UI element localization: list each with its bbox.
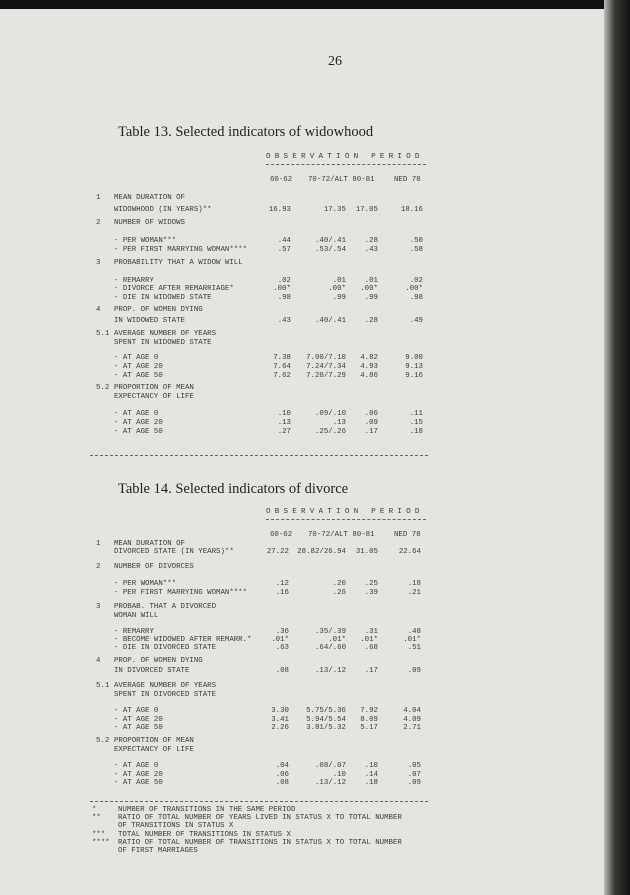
row-label: - DIE IN WIDOWED STATE bbox=[114, 294, 212, 302]
column-header: NED 78 bbox=[394, 531, 421, 539]
cell-value: .08 bbox=[275, 667, 289, 675]
column-header: 70-72/ALT 80-81 bbox=[308, 176, 375, 184]
cell-value: 17.05 bbox=[355, 206, 378, 214]
cell-value: .43 bbox=[277, 317, 291, 325]
cell-value: .43 bbox=[364, 246, 378, 254]
cell-value: .25/.26 bbox=[314, 428, 346, 436]
cell-value: .00* bbox=[360, 285, 378, 293]
row-label: - REMARRY bbox=[114, 277, 154, 285]
cell-value: 9.00 bbox=[405, 354, 423, 362]
cell-value: .00* bbox=[405, 285, 423, 293]
cell-value: .63 bbox=[275, 644, 289, 652]
cell-value: 7.62 bbox=[273, 372, 291, 380]
cell-value: .08/.07 bbox=[314, 762, 346, 770]
row-label: - AT AGE 0 bbox=[114, 354, 159, 362]
footnote-mark: **** bbox=[92, 839, 110, 847]
cell-value: 4.82 bbox=[360, 354, 378, 362]
cell-value: .99 bbox=[332, 294, 346, 302]
cell-value: .27 bbox=[277, 428, 291, 436]
cell-value: 5.94/5.54 bbox=[306, 716, 346, 724]
cell-value: .09 bbox=[407, 667, 421, 675]
cell-value: 7.00/7.10 bbox=[306, 354, 346, 362]
cell-value: 3.41 bbox=[271, 716, 289, 724]
cell-value: 5.75/5.36 bbox=[306, 707, 346, 715]
row-label: NUMBER OF DIVORCES bbox=[114, 563, 194, 571]
cell-value: .17 bbox=[364, 667, 378, 675]
cell-value: 7.64 bbox=[273, 363, 291, 371]
row-label: SPENT IN WIDOWED STATE bbox=[114, 339, 212, 347]
cell-value: .02 bbox=[277, 277, 291, 285]
row-label: - REMARRY bbox=[114, 628, 154, 636]
row-label: - AT AGE 0 bbox=[114, 410, 159, 418]
row-label: PROBAB. THAT A DIVORCED bbox=[114, 603, 217, 611]
cell-value: 16.93 bbox=[268, 206, 291, 214]
cell-value: 7.24/7.34 bbox=[306, 363, 346, 371]
cell-value: 17.35 bbox=[323, 206, 346, 214]
cell-value: 7.92 bbox=[360, 707, 378, 715]
cell-value: 22.64 bbox=[398, 548, 421, 556]
row-label: MEAN DURATION OF bbox=[114, 540, 185, 548]
row-number: 5.2 bbox=[96, 384, 110, 392]
cell-value: .64/.60 bbox=[314, 644, 346, 652]
row-label: - PER FIRST MARRYING WOMAN**** bbox=[114, 246, 248, 254]
cell-value: .13 bbox=[332, 419, 346, 427]
row-label: - AT AGE 20 bbox=[114, 419, 163, 427]
observation-period-header: OBSERVATION PERIOD bbox=[266, 153, 424, 161]
cell-value: .15 bbox=[409, 419, 423, 427]
cell-value: .58 bbox=[409, 246, 423, 254]
cell-value: .00* bbox=[328, 285, 346, 293]
row-label: - AT AGE 50 bbox=[114, 428, 163, 436]
cell-value: 7.38 bbox=[273, 354, 291, 362]
cell-value: 27.22 bbox=[266, 548, 289, 556]
cell-value: .25 bbox=[364, 580, 378, 588]
row-label: AVERAGE NUMBER OF YEARS bbox=[114, 682, 217, 690]
cell-value: .04 bbox=[275, 762, 289, 770]
row-label: PROP. OF WOMEN DYING bbox=[114, 657, 203, 665]
cell-value: .06 bbox=[275, 771, 289, 779]
row-label: - AT AGE 20 bbox=[114, 716, 163, 724]
cell-value: 7.20/7.29 bbox=[306, 372, 346, 380]
cell-value: .12 bbox=[275, 580, 289, 588]
row-label: - AT AGE 0 bbox=[114, 707, 159, 715]
cell-value: .01 bbox=[332, 277, 346, 285]
cell-value: .02 bbox=[409, 277, 423, 285]
cell-value: .10 bbox=[332, 771, 346, 779]
cell-value: .17 bbox=[364, 428, 378, 436]
row-label: PROP. OF WOMEN DYING bbox=[114, 306, 203, 314]
cell-value: .18 bbox=[364, 779, 378, 787]
cell-value: .53/.54 bbox=[314, 246, 346, 254]
cell-value: .49 bbox=[409, 317, 423, 325]
cell-value: .26 bbox=[332, 589, 346, 597]
cell-value: .99 bbox=[364, 294, 378, 302]
cell-value: .07 bbox=[407, 771, 421, 779]
cell-value: .39 bbox=[364, 589, 378, 597]
row-number: 1 bbox=[96, 540, 101, 548]
cell-value: .35/.39 bbox=[314, 628, 346, 636]
cell-value: .11 bbox=[409, 410, 423, 418]
cell-value: .09/.10 bbox=[314, 410, 346, 418]
cell-value: .06 bbox=[364, 410, 378, 418]
row-number: 3 bbox=[96, 603, 101, 611]
column-header: 70-72/ALT 80-81 bbox=[308, 531, 375, 539]
row-number: 3 bbox=[96, 259, 101, 267]
cell-value: .13 bbox=[277, 419, 291, 427]
cell-value: .01* bbox=[271, 636, 289, 644]
cell-value: .20 bbox=[332, 580, 346, 588]
row-label: - AT AGE 20 bbox=[114, 363, 163, 371]
cell-value: 9.13 bbox=[405, 363, 423, 371]
row-label: - DIVORCE AFTER REMARRIAGE* bbox=[114, 285, 234, 293]
row-label: PROBABILITY THAT A WIDOW WILL bbox=[114, 259, 243, 267]
cell-value: .28 bbox=[364, 237, 378, 245]
cell-value: 2.71 bbox=[403, 724, 421, 732]
cell-value: 8.09 bbox=[360, 716, 378, 724]
row-label: - AT AGE 0 bbox=[114, 762, 159, 770]
cell-value: .10 bbox=[364, 762, 378, 770]
cell-value: .01* bbox=[403, 636, 421, 644]
cell-value: .40/.41 bbox=[314, 237, 346, 245]
scan-border-top bbox=[0, 0, 630, 9]
cell-value: .01* bbox=[328, 636, 346, 644]
column-header: 60-62 bbox=[270, 531, 293, 539]
header-underline bbox=[266, 519, 426, 520]
row-label: PROPORTION OF MEAN bbox=[114, 384, 194, 392]
cell-value: 31.05 bbox=[355, 548, 378, 556]
cell-value: 3.81/5.32 bbox=[306, 724, 346, 732]
table-title: Table 14. Selected indicators of divorce bbox=[118, 481, 349, 497]
cell-value: .98 bbox=[409, 294, 423, 302]
section-divider bbox=[90, 801, 428, 802]
cell-value: .51 bbox=[407, 644, 421, 652]
row-number: 4 bbox=[96, 657, 101, 665]
cell-value: 4.93 bbox=[360, 363, 378, 371]
cell-value: .18 bbox=[409, 428, 423, 436]
row-label: - DIE IN DIVORCED STATE bbox=[114, 644, 217, 652]
row-label: - BECOME WIDOWED AFTER REMARR.* bbox=[114, 636, 252, 644]
row-label: WOMAN WILL bbox=[114, 612, 159, 620]
footnote-mark: *** bbox=[92, 831, 106, 839]
cell-value: .48 bbox=[407, 628, 421, 636]
cell-value: 4.09 bbox=[403, 716, 421, 724]
cell-value: .14 bbox=[364, 771, 378, 779]
row-label: NUMBER OF WIDOWS bbox=[114, 219, 185, 227]
cell-value: .10 bbox=[277, 410, 291, 418]
page-number: 26 bbox=[328, 54, 342, 69]
cell-value: .36 bbox=[275, 628, 289, 636]
row-label: - PER WOMAN*** bbox=[114, 580, 177, 588]
cell-value: 18.16 bbox=[400, 206, 423, 214]
row-label: MEAN DURATION OF bbox=[114, 194, 185, 202]
footnote-mark: ** bbox=[92, 814, 101, 822]
cell-value: .18 bbox=[407, 580, 421, 588]
header-underline bbox=[266, 164, 426, 165]
observation-period-header: OBSERVATION PERIOD bbox=[266, 508, 424, 516]
footnote-mark: * bbox=[92, 806, 97, 814]
cell-value: .21 bbox=[407, 589, 421, 597]
footnote-text: OF FIRST MARRIAGES bbox=[118, 847, 198, 855]
row-label: AVERAGE NUMBER OF YEARS bbox=[114, 330, 217, 338]
cell-value: 4.04 bbox=[403, 707, 421, 715]
row-label: WIDOWHOOD (IN YEARS)** bbox=[114, 206, 212, 214]
cell-value: .50 bbox=[409, 237, 423, 245]
cell-value: .01* bbox=[360, 636, 378, 644]
cell-value: .09 bbox=[364, 419, 378, 427]
cell-value: .28 bbox=[364, 317, 378, 325]
row-number: 2 bbox=[96, 219, 101, 227]
row-number: 5.1 bbox=[96, 330, 110, 338]
cell-value: .31 bbox=[364, 628, 378, 636]
cell-value: .13/.12 bbox=[314, 667, 346, 675]
row-label: PROPORTION OF MEAN bbox=[114, 737, 194, 745]
row-label: IN WIDOWED STATE bbox=[114, 317, 185, 325]
footnote-text: TOTAL NUMBER OF TRANSITIONS IN STATUS X bbox=[118, 831, 291, 839]
cell-value: .68 bbox=[364, 644, 378, 652]
row-label: - AT AGE 20 bbox=[114, 771, 163, 779]
cell-value: .05 bbox=[407, 762, 421, 770]
cell-value: .13/.12 bbox=[314, 779, 346, 787]
scan-border-right bbox=[604, 0, 630, 895]
column-header: NED 78 bbox=[394, 176, 421, 184]
cell-value: 3.30 bbox=[271, 707, 289, 715]
row-number: 1 bbox=[96, 194, 101, 202]
row-number: 5.2 bbox=[96, 737, 110, 745]
row-label: - AT AGE 50 bbox=[114, 724, 163, 732]
cell-value: .40/.41 bbox=[314, 317, 346, 325]
row-label: EXPECTANCY OF LIFE bbox=[114, 746, 194, 754]
row-label: EXPECTANCY OF LIFE bbox=[114, 393, 194, 401]
row-label: - AT AGE 50 bbox=[114, 779, 163, 787]
column-header: 60-62 bbox=[270, 176, 293, 184]
footnote-text: NUMBER OF TRANSITIONS IN THE SAME PERIOD bbox=[118, 806, 296, 814]
row-number: 5.1 bbox=[96, 682, 110, 690]
row-number: 4 bbox=[96, 306, 101, 314]
row-label: - PER FIRST MARRYING WOMAN**** bbox=[114, 589, 248, 597]
section-divider bbox=[90, 455, 428, 456]
cell-value: .57 bbox=[277, 246, 291, 254]
cell-value: .08 bbox=[275, 779, 289, 787]
footnote-text: OF TRANSITIONS IN STATUS X bbox=[118, 822, 234, 830]
row-label: - PER WOMAN*** bbox=[114, 237, 177, 245]
cell-value: .98 bbox=[277, 294, 291, 302]
cell-value: 4.86 bbox=[360, 372, 378, 380]
cell-value: .09 bbox=[407, 779, 421, 787]
cell-value: .01 bbox=[364, 277, 378, 285]
row-label: SPENT IN DIVORCED STATE bbox=[114, 691, 217, 699]
cell-value: 9.16 bbox=[405, 372, 423, 380]
cell-value: 5.17 bbox=[360, 724, 378, 732]
row-number: 2 bbox=[96, 563, 101, 571]
row-label: - AT AGE 50 bbox=[114, 372, 163, 380]
cell-value: .44 bbox=[277, 237, 291, 245]
row-label: DIVORCED STATE (IN YEARS)** bbox=[114, 548, 234, 556]
cell-value: .16 bbox=[275, 589, 289, 597]
table-title: Table 13. Selected indicators of widowhood bbox=[118, 124, 374, 140]
cell-value: 2.26 bbox=[271, 724, 289, 732]
cell-value: .00* bbox=[273, 285, 291, 293]
cell-value: 28.82/26.94 bbox=[297, 548, 346, 556]
row-label: IN DIVORCED STATE bbox=[114, 667, 190, 675]
footnote-text: RATIO OF TOTAL NUMBER OF TRANSITIONS IN STATUS X TO TOTAL NUMBER bbox=[118, 839, 402, 847]
footnote-text: RATIO OF TOTAL NUMBER OF YEARS LIVED IN STATUS X TO TOTAL NUMBER bbox=[118, 814, 402, 822]
